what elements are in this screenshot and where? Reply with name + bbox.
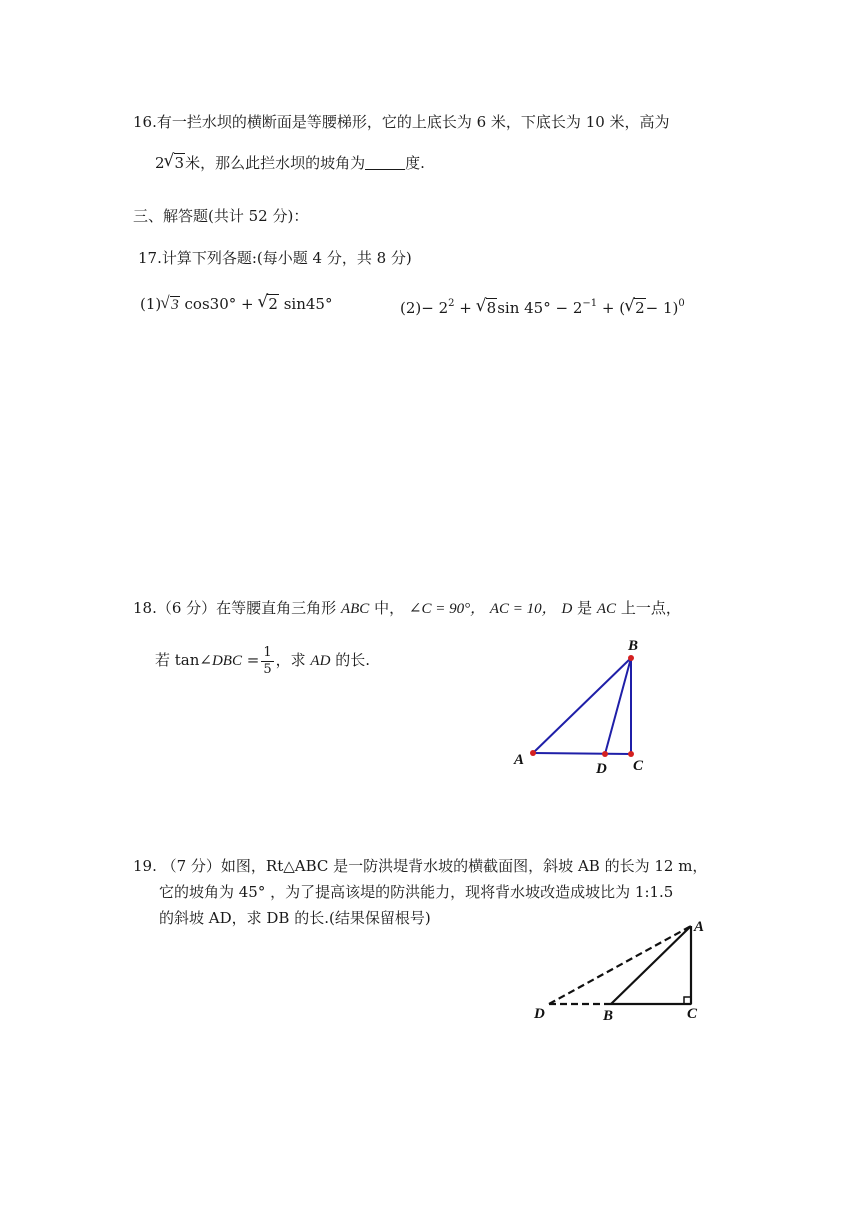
q19-line1: 19. （7 分）如图，Rt△ABC 是一防洪堤背水坡的横截面图，斜坡 AB 的长为 12 m， [133, 857, 708, 875]
q19-figure [525, 910, 715, 1025]
q18-line1: 18.（6 分）在等腰直角三角形 ABC 中， ∠C = 90°， AC = 10， D 是 AC 上一点， [133, 599, 681, 617]
q18-line2: 若 tan∠DBC = $\frac{1}{5}$ ，求 AD 的长. [155, 644, 370, 677]
q19-line3: 的斜坡 AD，求 DB 的长.(结果保留根号) [159, 909, 431, 927]
q18-figure [500, 630, 670, 780]
q16-line2 [155, 153, 425, 173]
q18-triangle [533, 658, 631, 754]
q17-title: 17.计算下列各题:(每小题 4 分，共 8 分) [138, 249, 412, 267]
q17-part1: (1)√ 3 cos30° + √ 2 sin45° [140, 294, 332, 315]
q18-fraction: $\frac{1}{5}$ [263, 644, 272, 677]
q16-coef: 2 [155, 154, 165, 172]
q16-line1: 16.有一拦水坝的横断面是等腰梯形，它的上底长为 6 米，下底长为 10 米，高为 [133, 113, 670, 131]
q17-part2: $(2)- 2^2$ + √ 8sin $45^\circ - 2^{-1}$ + (√ 2− 1)$^0$ [400, 294, 685, 318]
q19-diagram [549, 926, 691, 1004]
q18-label-c: C [633, 758, 644, 774]
q16-text: 米，那么此拦水坝的坡角为 [185, 154, 366, 172]
section3-title: 三、解答题(共计 52 分)： [133, 207, 309, 225]
q16-end: 度. [405, 154, 425, 172]
q18-label-a: A [514, 752, 525, 768]
q19-label-b: B [603, 1008, 614, 1024]
q16-sqrt: √ 3 [165, 153, 186, 173]
q16-answer-blank [365, 155, 405, 170]
q19-line2: 它的坡角为 45° ，为了提高该堤的防洪能力，现将背水坡改造成坡比为 1:1.5 [159, 883, 674, 901]
q19-label-d: D [534, 1006, 545, 1022]
q19-label-c: C [687, 1006, 698, 1022]
q19-label-a: A [694, 919, 705, 935]
q18-label-d: D [596, 761, 607, 777]
q18-label-b: B [628, 638, 639, 654]
